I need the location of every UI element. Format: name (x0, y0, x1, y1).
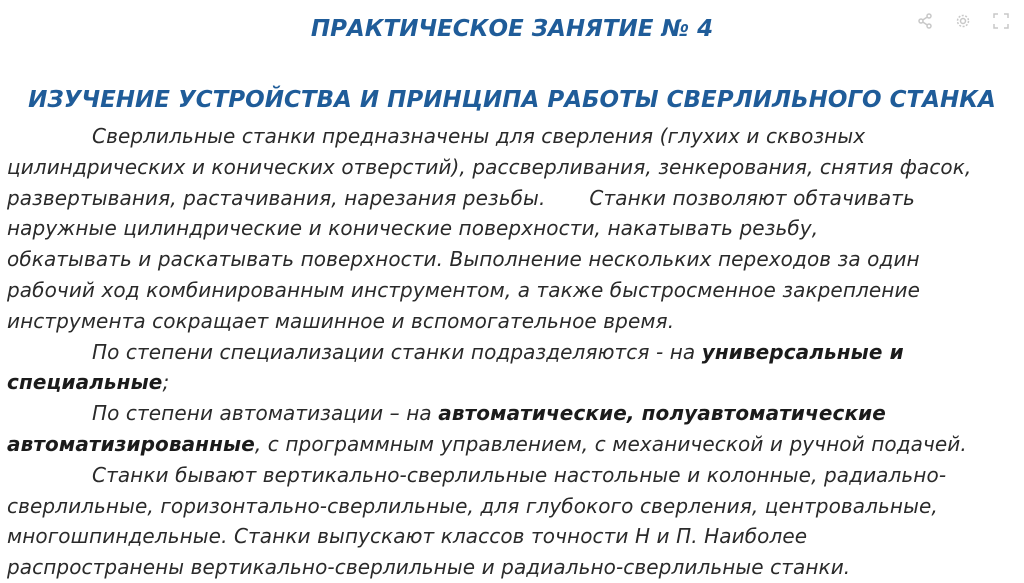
text-line: многошпиндельные. Станки выпускают классов точности Н и П. Наиболее (7, 524, 808, 549)
slide-title: ПРАКТИЧЕСКОЕ ЗАНЯТИЕ № 4 (310, 16, 714, 42)
text-line (7, 337, 1021, 368)
slide-toolbar (902, 0, 1024, 42)
gear-icon[interactable] (948, 6, 978, 36)
bold-term: специальные (7, 370, 163, 395)
text-span: По степени специализации станки подразделяются - на (92, 339, 702, 364)
text-line (7, 429, 1021, 460)
text-line: распространены вертикально-сверлильные и радиально-сверлильные станки. (7, 555, 851, 580)
text-line: инструмента сокращает машинное и вспомогательное время. (7, 308, 675, 333)
text-line: Сверлильные станки предназначены для сверления (глухих и сквозных (92, 124, 866, 148)
text-span: Станки позволяют обтачивать (589, 185, 915, 210)
slide-body (7, 121, 1021, 583)
text-line: сверлильные, горизонтально-сверлильные, для глубокого сверления, центровальные, (7, 493, 938, 518)
text-span: ; (162, 370, 170, 395)
text-line: рабочий ход комбинированным инструментом, а также быстросменное закрепление (7, 277, 920, 302)
bold-term: универсальные и (701, 339, 904, 364)
bold-term: автоматические, полуавтоматические (438, 401, 886, 426)
fullscreen-icon[interactable] (986, 6, 1016, 36)
text-line: Станки бывают вертикально-сверлильные настольные и колонные, радиально- (92, 462, 947, 487)
text-span: развертывания, растачивания, нарезания резьбы. (7, 185, 546, 210)
text-span: , с программным управлением, с механической и ручной подачей. (254, 431, 967, 456)
text-line (7, 183, 1021, 214)
fullscreen-icon-graphic (993, 13, 1009, 29)
gear-icon-graphic (955, 13, 971, 29)
share-icon[interactable] (910, 6, 940, 36)
text-line (7, 398, 1021, 429)
bold-term: автоматизированные (7, 431, 255, 456)
text-line: обкатывать и раскатывать поверхности. Выполнение нескольких переходов за один (7, 247, 920, 272)
text-line: цилиндрических и конических отверстий), рассверливания, зенкерования, снятия фасок, (7, 154, 972, 179)
text-span: По степени автоматизации – на (92, 401, 439, 426)
share-icon-graphic (917, 13, 933, 29)
text-line: наружные цилиндрические и конические поверхности, накатывать резьбу, (7, 216, 819, 241)
slide-subtitle: ИЗУЧЕНИЕ УСТРОЙСТВА И ПРИНЦИПА РАБОТЫ СВЕРЛИЛЬНОГО СТАНКА (28, 87, 996, 113)
text-line (7, 367, 1021, 398)
